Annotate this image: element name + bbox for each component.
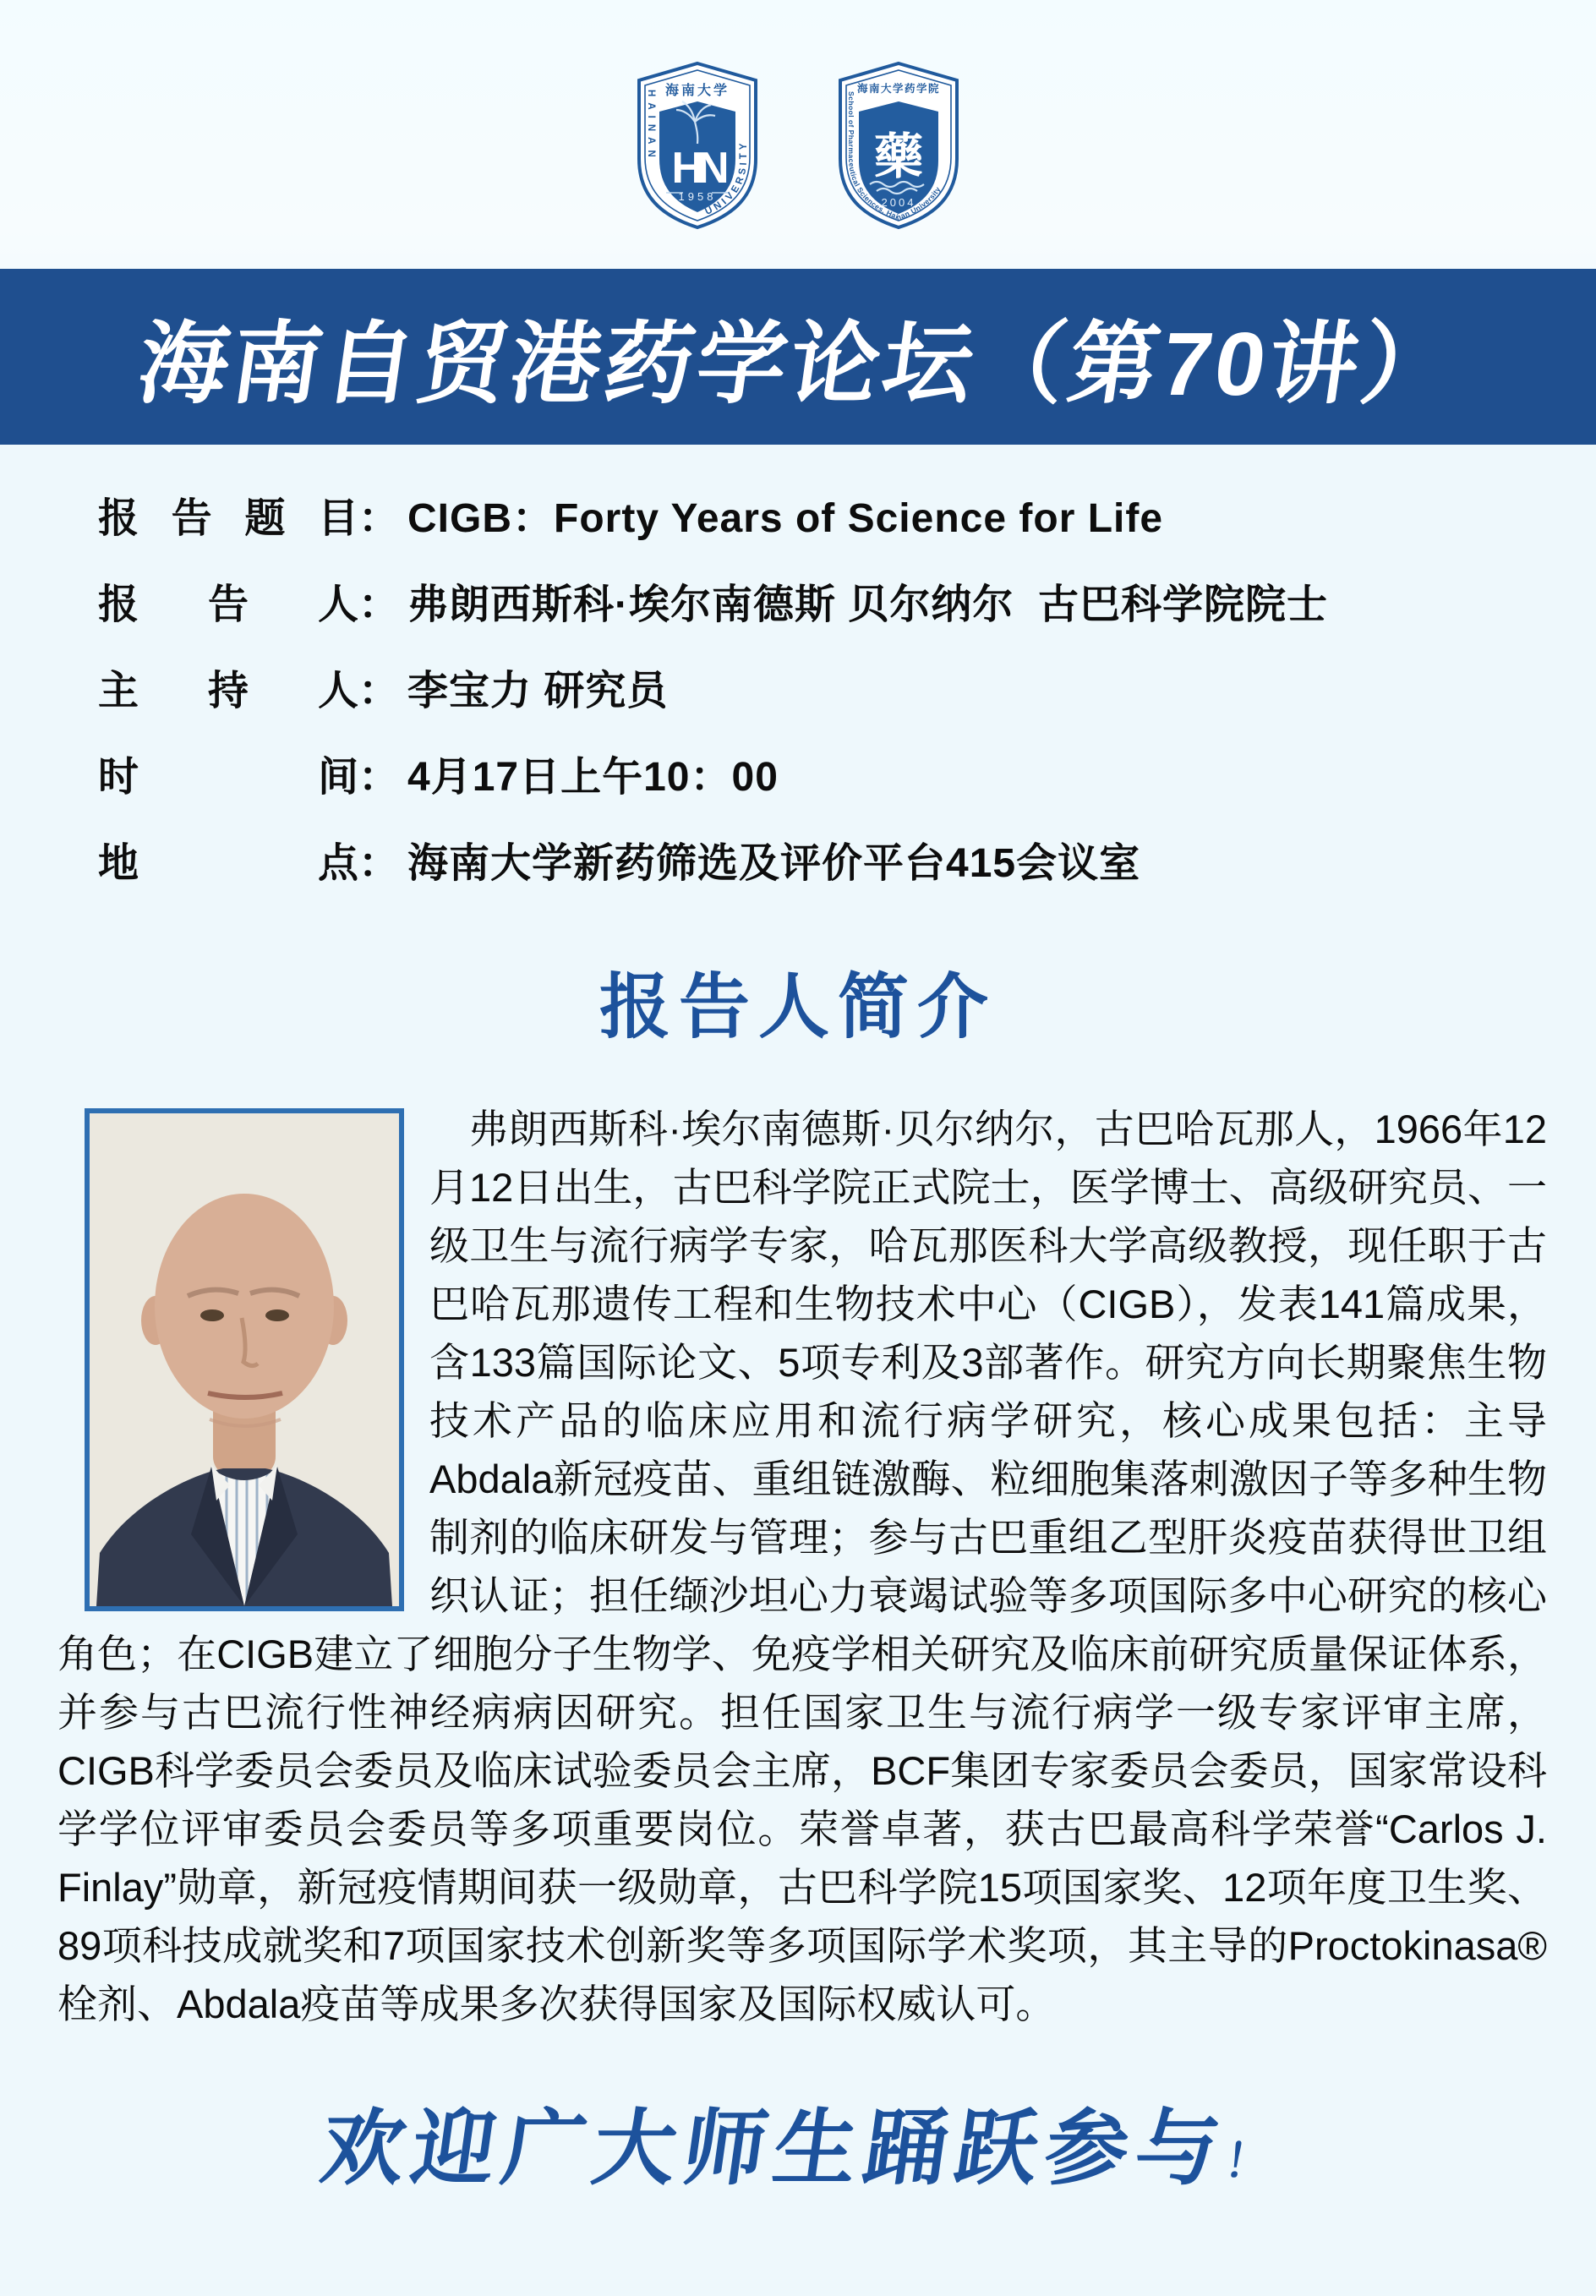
colon: ： [358,582,400,627]
right-logo-year: 2004 [881,196,916,209]
left-logo-name-cn: 海南大学 [664,84,730,98]
info-label: 主持人 [98,669,358,713]
info-value: 弗朗西斯科·埃尔南德斯 贝尔纳尔 古巴科学院院士 [407,582,1329,627]
right-logo-arc-text: School of Pharmaceutical Sciences, Hainan University [846,91,943,222]
hainan-university-logo [634,61,761,230]
info-value: 4月17日上午10：00 [407,755,779,800]
colon: ： [358,755,400,800]
left-logo-monogram: HN [671,144,724,193]
colon: ： [358,669,400,713]
left-logo-year: 1958 [678,190,717,203]
info-row-time [98,754,1545,801]
colon: ： [358,841,400,886]
banner-title: 海南自贸港药学论坛（第70讲） [132,314,1462,414]
info-row-topic [98,495,1545,543]
info-row-location [98,840,1545,888]
info-section [98,495,1545,888]
info-row-host [98,668,1545,715]
title-banner [0,269,1596,445]
welcome-exclamation: ！ [1221,2136,1274,2187]
info-label: 地点 [98,841,358,886]
info-label: 报告人 [98,582,358,627]
info-value: 李宝力 研究员 [407,669,669,713]
welcome-line [0,2082,1596,2201]
bio-section [57,1100,1547,2033]
right-logo-glyph: 藥 [873,129,924,184]
info-label: 时间 [98,755,358,800]
right-logo-name-cn: 海南大学药学院 [856,83,941,95]
colon: ： [358,496,400,541]
svg-text:HAINAN [646,90,656,163]
section-heading: 报告人简介 [598,967,997,1047]
info-value: CIGB：Forty Years of Science for Life [407,496,1164,541]
info-row-speaker [98,582,1545,629]
pharmacy-school-logo [835,61,962,230]
info-value: 海南大学新药筛选及评价平台415会议室 [407,841,1141,886]
speaker-photo [85,1108,404,1611]
left-logo-arc-text-left: HAINAN [646,90,656,163]
left-logo-arc-text-right: UNIVERSITY [703,139,750,217]
info-label: 报告题目 [98,496,358,541]
logo-row [0,0,1596,230]
bio-text: 弗朗西斯科·埃尔南德斯·贝尔纳尔，古巴哈瓦那人，1966年12月12日出生，古巴科学院正式院士，医学博士、高级研究员、一级卫生与流行病学专家，哈瓦那医科大学高级教授，现任职于古巴哈瓦那遗传工程和生物技术中心（CIGB），发表141篇成果，含133篇国际论文、5项专利及3部著作。研究方向长期聚焦生物技术产品的临床应用和流行病学研究，核心成果包括：主导Abdala新冠疫苗、重组链激酶、粒细胞集落刺激因子等多种生物制剂的临床研发与管理；参与古巴重组乙型肝炎疫苗获得世卫组织认证；担任缬沙坦心力衰竭试验等多项国际多中心研究的核心角色；在CIGB建立了细胞分子生物学、免疫学相关研究及临床前研究质量保证体系，并参与古巴流行性神经病病因研究。担任国家卫生与流行病学一级专家评审主席，CIGB科学委员会委员及临床试验委员会主席，BCF集团专家委员会委员，国家常设科学学位评审委员会委员等多项重要岗位。荣誉卓著，获古巴最高科学荣誉“Carlos J. Finlay”勋章，新冠疫情期间获一级勋章，古巴科学院15项国家奖、12项年度卫生奖、89项科技成就奖和7项国家技术创新奖等多项国际学术奖项，其主导的Proctokinasa®栓剂、Abdala疫苗等成果多次获得国家及国际权威认可。 [57,1107,1547,2026]
welcome-text: 欢迎广大师生踊跃参与 [315,2102,1233,2195]
speaker-portrait-illustration [90,1113,399,1606]
